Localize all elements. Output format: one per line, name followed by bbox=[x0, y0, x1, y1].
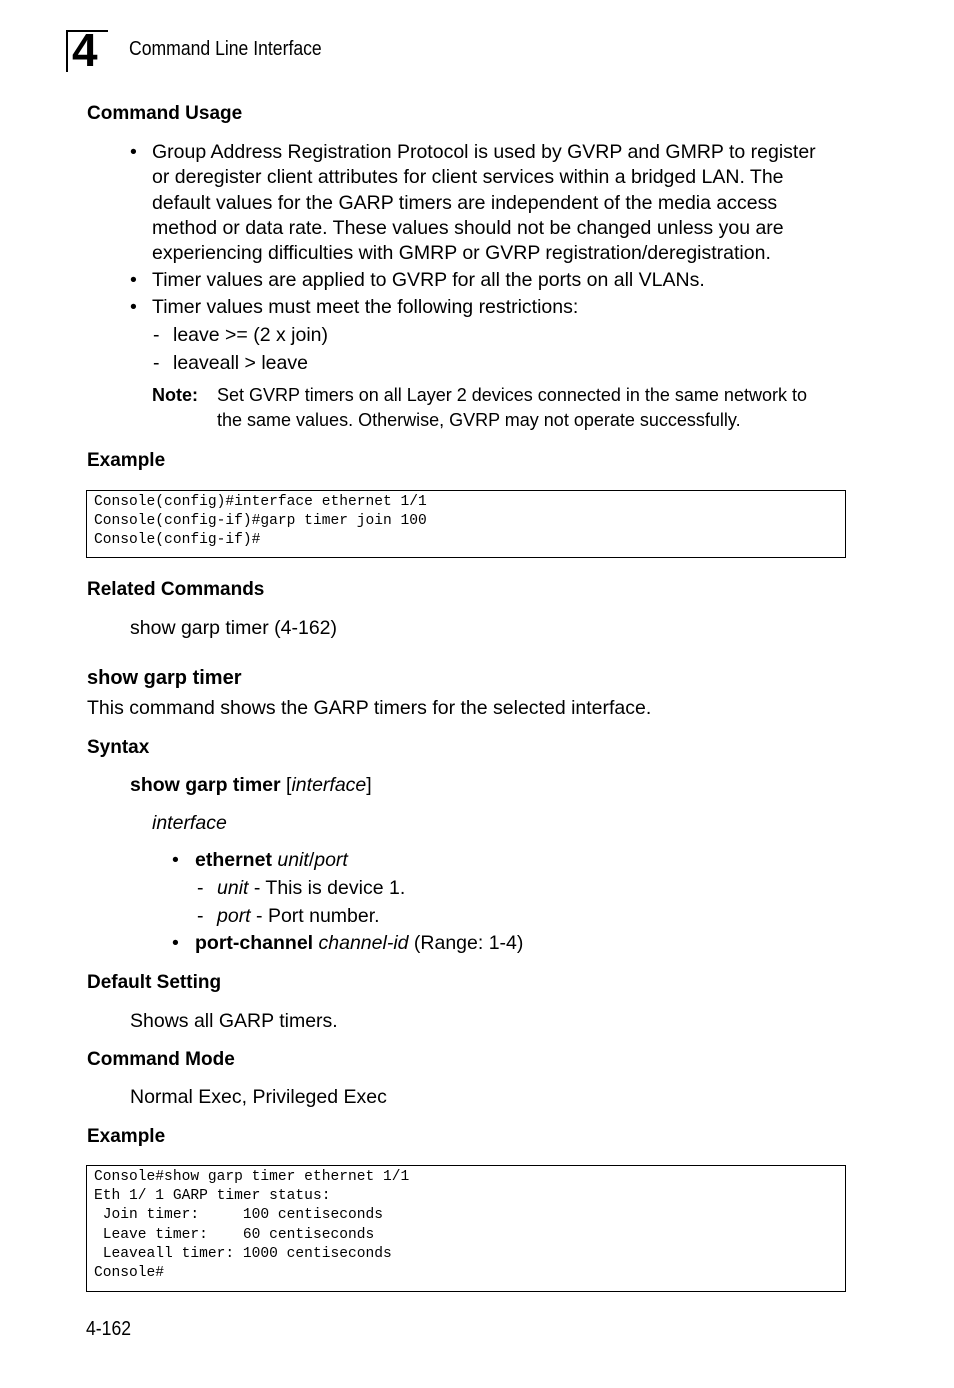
text-line: method or data rate. These values should not be changed unless you are bbox=[152, 216, 784, 239]
text-line: experiencing difficulties with GMRP or GVRP registration/deregistration. bbox=[152, 242, 771, 265]
arg-separator: / bbox=[308, 849, 315, 871]
port-channel-option bbox=[195, 931, 523, 956]
example-heading: Example bbox=[87, 450, 166, 471]
usage-bullet-3: Timer values must meet the following restrictions: bbox=[152, 296, 579, 318]
text-line: the same values. Otherwise, GVRP may not operate successfully. bbox=[217, 410, 741, 430]
dash-marker: - bbox=[197, 905, 204, 927]
syntax-heading: Syntax bbox=[87, 737, 150, 758]
related-commands-heading: Related Commands bbox=[87, 579, 265, 600]
bullet-marker: • bbox=[130, 141, 137, 163]
port-description bbox=[217, 904, 380, 929]
page-number: 4-162 bbox=[86, 1318, 132, 1340]
chapter-number: 4 bbox=[72, 24, 98, 76]
usage-bullet-2: Timer values are applied to GVRP for all the ports on all VLANs. bbox=[152, 269, 705, 291]
command-description: This command shows the GARP timers for the selected interface. bbox=[87, 697, 652, 719]
chapter-number-box bbox=[66, 24, 108, 76]
text-line: or deregister client attributes for client services within a bridged LAN. The bbox=[152, 166, 784, 189]
unit-description bbox=[217, 876, 405, 901]
port-channel-keyword: port-channel bbox=[195, 932, 314, 954]
unit-desc-text: - This is device 1. bbox=[248, 877, 406, 899]
bullet-marker: • bbox=[172, 932, 179, 954]
dash-marker: - bbox=[197, 877, 204, 899]
note-text bbox=[217, 383, 857, 433]
command-usage-heading: Command Usage bbox=[87, 103, 243, 124]
related-command-link[interactable]: show garp timer (4-162) bbox=[130, 617, 337, 639]
text-line: default values for the GARP timers are independent of the media access bbox=[152, 191, 778, 214]
running-title: Command Line Interface bbox=[129, 38, 322, 60]
text-line: Set GVRP timers on all Layer 2 devices connected in the same network to bbox=[217, 385, 807, 405]
unit-arg: unit bbox=[277, 849, 309, 871]
port-desc-text: - Port number. bbox=[250, 905, 380, 927]
bullet-marker: • bbox=[130, 296, 137, 318]
dash-marker: - bbox=[153, 324, 160, 346]
example-heading: Example bbox=[87, 1126, 166, 1147]
restriction-1: leave >= (2 x join) bbox=[173, 324, 329, 346]
default-setting-heading: Default Setting bbox=[87, 972, 222, 993]
usage-bullet-1 bbox=[152, 140, 852, 266]
channel-id-arg: channel-id bbox=[318, 932, 409, 954]
syntax-line bbox=[130, 773, 372, 798]
command-mode-heading: Command Mode bbox=[87, 1049, 235, 1070]
note-label: Note: bbox=[152, 385, 198, 405]
port-term: port bbox=[217, 905, 251, 927]
unit-term: unit bbox=[217, 877, 249, 899]
command-mode-text: Normal Exec, Privileged Exec bbox=[130, 1086, 387, 1108]
range-text: (Range: 1-4) bbox=[408, 932, 524, 954]
code-block-2: Console#show garp timer ethernet 1/1 Eth 1/ 1 GARP timer status: Join timer: 100 centiseconds Leave timer: 60 centiseconds Leaveall timer: 1000 centiseconds Console# bbox=[86, 1165, 846, 1292]
dash-marker: - bbox=[153, 352, 160, 374]
bullet-marker: • bbox=[172, 849, 179, 871]
syntax-param: interface bbox=[291, 774, 367, 796]
default-setting-text: Shows all GARP timers. bbox=[130, 1010, 338, 1032]
code-block-1: Console(config)#interface ethernet 1/1 Console(config-if)#garp timer join 100 Console(config-if)# bbox=[86, 490, 846, 558]
command-title: show garp timer bbox=[87, 667, 242, 689]
param-label: interface bbox=[152, 812, 227, 834]
text-line: Group Address Registration Protocol is used by GVRP and GMRP to register bbox=[152, 141, 816, 163]
restriction-2: leaveall > leave bbox=[173, 352, 308, 374]
bullet-marker: • bbox=[130, 269, 137, 291]
syntax-command: show garp timer bbox=[130, 774, 281, 796]
bracket-open: [ bbox=[280, 774, 292, 796]
bracket-close: ] bbox=[366, 774, 372, 796]
ethernet-option bbox=[195, 848, 348, 873]
ethernet-keyword: ethernet bbox=[195, 849, 272, 871]
port-arg: port bbox=[314, 849, 348, 871]
